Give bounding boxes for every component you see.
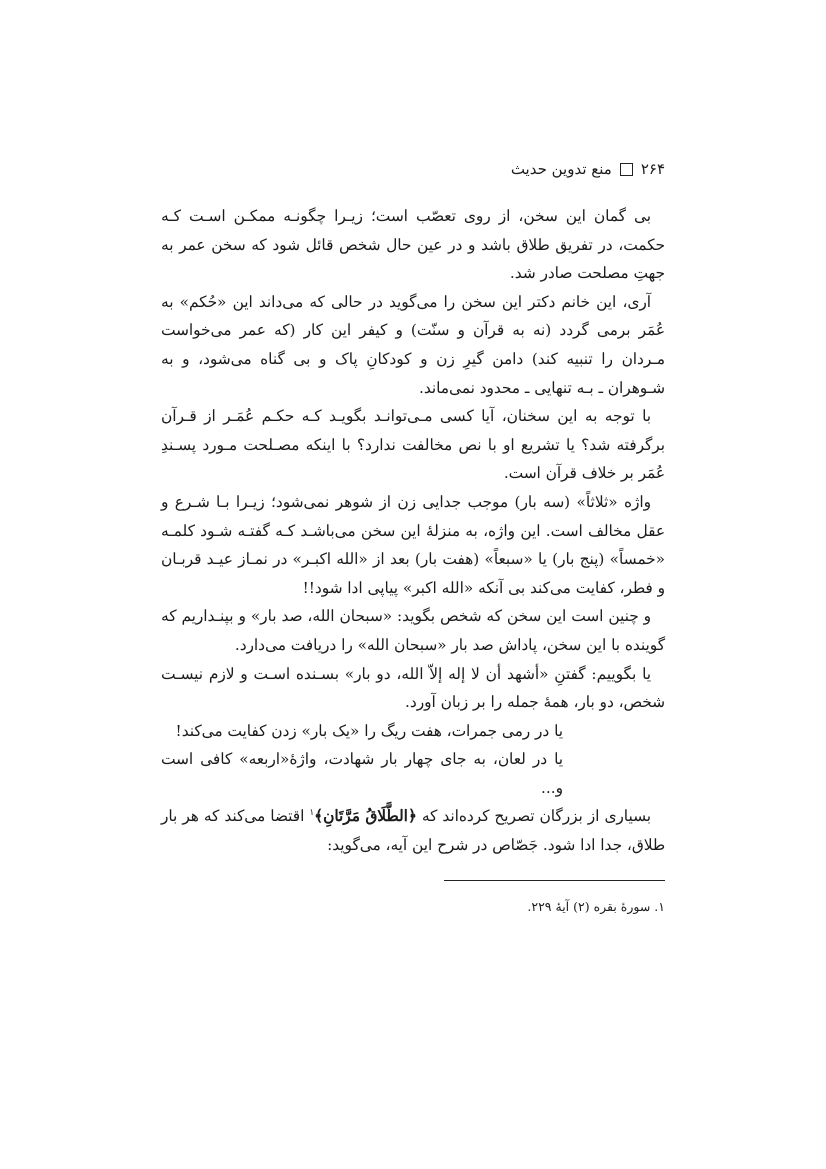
footnote-text: ۱. سورهٔ بقره (۲) آیهٔ ۲۲۹. bbox=[527, 899, 665, 914]
running-title: منع تدوین حدیث bbox=[510, 160, 612, 178]
footnote-marker[interactable]: ۱ bbox=[309, 808, 315, 819]
paragraph: بی گمان این سخن، از روی تعصّب است؛ زیـرا چگونـه ممکـن اسـت کـه حکمت، در تفریق طلاق باشد و در عین حال شخص قائل شود که سخن عمر به جهتِ مصلحت صادر شد. bbox=[161, 207, 665, 283]
indented-line: یا در رمی جمرات، هفت ریگ را «یک بار» زدن کفایت می‌کند! bbox=[175, 721, 563, 740]
page-number: ۲۶۴ bbox=[640, 160, 665, 178]
footnote-divider bbox=[444, 880, 665, 881]
paragraph: یا بگوییم: گفتنِ «أشهد أن لا إله إلاّ الله، دو بار» بسـنده اسـت و لازم نیسـت شخص، دو بار، همهٔ جمله را بر زبان آورد. bbox=[161, 664, 665, 712]
indented-line: یا در لعان، به جای چهار بار شهادت، واژهٔ«اربعه» کافی است و... bbox=[161, 750, 563, 797]
paragraph: واژه «ثلاثاً» (سه بار) موجب جدایی زن از شوهر نمی‌شود؛ زیـرا بـا شـرع و عقل مخالف است. این واژه، به منزلهٔ این سخن می‌باشـد کـه گفتـه شـود کلمـه «خمساً» (پنج بار) یا «سبعاً» (هفت بار) بعد از «الله اکبـر» در نمـاز عیـد قربـان و فطر، کفایت می‌کند بی آنکه «الله اکبر» پیاپی ادا شود!! bbox=[161, 492, 665, 597]
body-text bbox=[161, 202, 665, 860]
footnote bbox=[161, 896, 665, 918]
quran-verse: ﴿الطَّلَاقُ مَرَّتَانِ﴾ bbox=[314, 807, 417, 826]
paragraph-with-verse bbox=[161, 802, 665, 859]
square-outline-icon bbox=[620, 163, 633, 176]
paragraph: آری، این خانم دکتر این سخن را می‌گوید در حالی که می‌داند این «حُکم» به عُمَر برمی گردد (نه به قرآن و سنّت) و کیفر این کار (که عمر می‌خواست مـردان را تنبیه کند) دامن گیرِ زن و کودکانِ پاک و بی گناه می‌شود، و به شـوهران ـ بـه تنهایی ـ محدود نمی‌ماند. bbox=[161, 292, 665, 397]
paragraph: با توجه به این سخنان، آیا کسی مـی‌توانـد بگویـد کـه حکـم عُمَـر از قـرآن برگرفته شد؟ یا تشریع او با نص مخالفت ندارد؟ با اینکه مصـلحت مـورد پسـندِ عُمَر بر خلاف قرآن است. bbox=[161, 407, 665, 483]
page-header bbox=[161, 157, 665, 181]
paragraph: و چنین است این سخن که شخص بگوید: «سبحان الله، صد بار» و بپنـداریم که گوینده با این سخن، پاداش صد بار «سبحان الله» را دریافت می‌دارد. bbox=[161, 607, 665, 654]
paragraph-text-before: بسیاری از بزرگان تصریح کرده‌اند که bbox=[416, 807, 651, 826]
paragraph-text-after: اقتضا می‌کند که هر بار طلاق، جدا ادا شود. جَصّاص در شرح این آیه، می‌گوید: bbox=[161, 807, 665, 855]
